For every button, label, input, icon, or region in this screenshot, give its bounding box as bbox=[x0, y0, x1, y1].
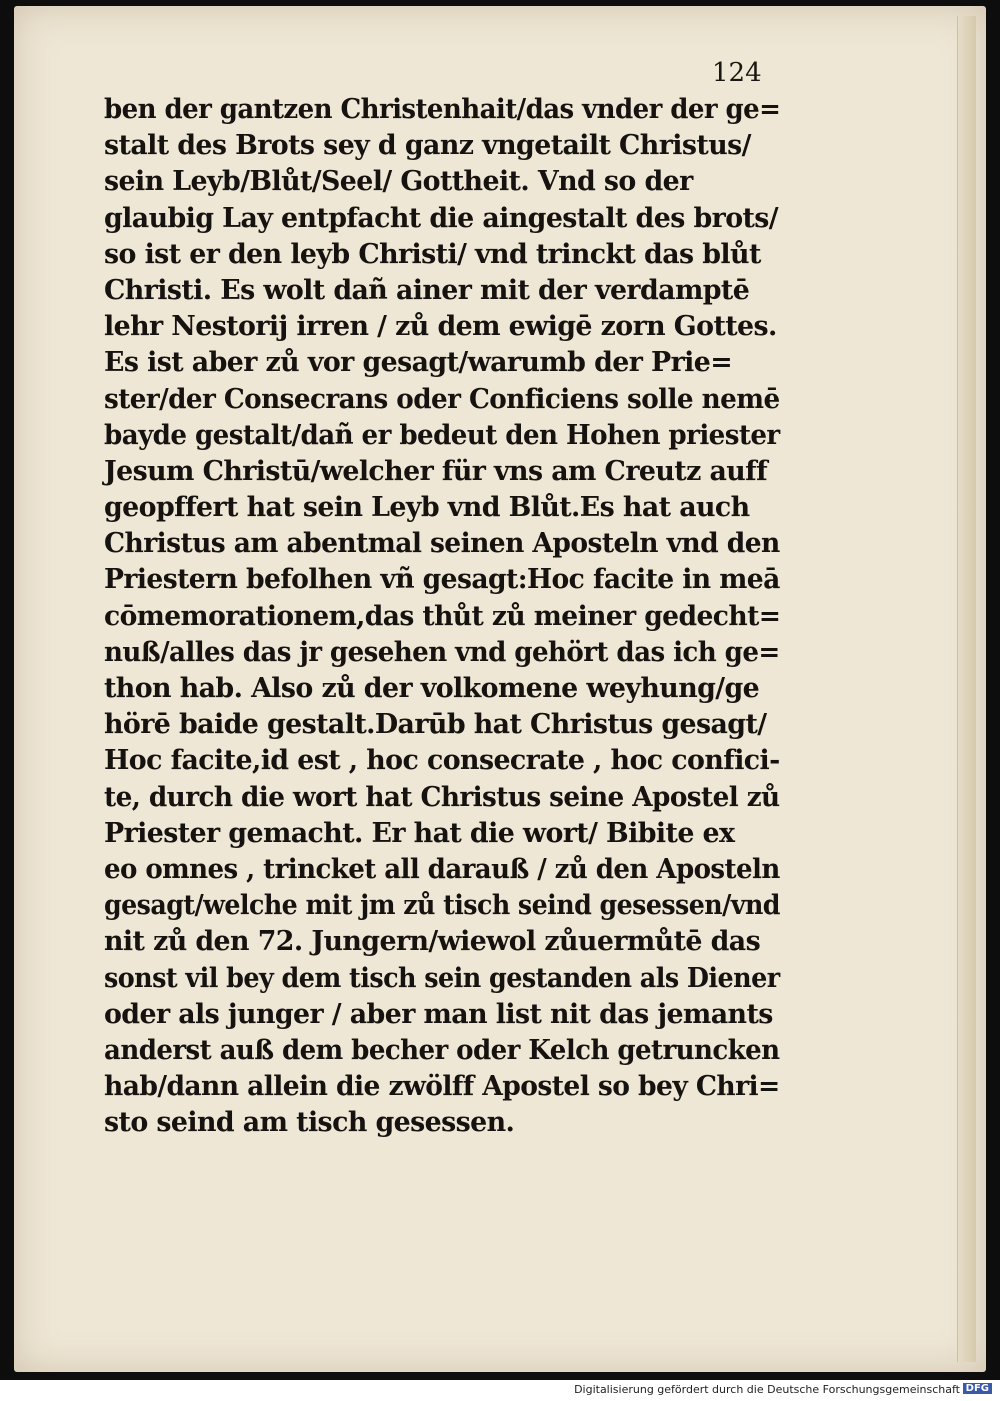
text-line: Priestern befolhen vñ gesagt:Hoc facite in meā bbox=[104, 564, 780, 596]
text-line: nuß/alles das jr gesehen vnd gehört das ich ge= bbox=[104, 636, 780, 668]
footer-credit: Digitalisierung gefördert durch die Deutsche Forschungsgemeinschaft bbox=[574, 1383, 960, 1396]
text-line: gesagt/welche mit jm zů tisch seind gesessen/vnd bbox=[104, 890, 780, 922]
text-line: Priester gemacht. Er hat die wort/ Bibite ex bbox=[104, 817, 735, 849]
text-line: bayde gestalt/dañ er bedeut den Hohen priester bbox=[104, 419, 780, 451]
text-line: geopffert hat sein Leyb vnd Blůt.Es hat auch bbox=[104, 492, 750, 524]
text-line: lehr Nestorij irren / zů dem ewigē zorn Gottes. bbox=[104, 311, 777, 343]
text-block bbox=[104, 92, 784, 1141]
text-line: te, durch die wort hat Christus seine Apostel zů bbox=[104, 781, 780, 813]
text-line: Christi. Es wolt dañ ainer mit der verdamptē bbox=[104, 274, 750, 306]
text-line: sto seind am tisch gesessen. bbox=[104, 1107, 515, 1139]
text-line: so ist er den leyb Christi/ vnd trinckt das blůt bbox=[104, 238, 761, 270]
text-line: eo omnes , trincket all darauß / zů den Aposteln bbox=[104, 853, 780, 885]
text-line: Jesum Christū/welcher für vns am Creutz auff bbox=[104, 455, 768, 487]
text-line: thon hab. Also zů der volkomene weyhung/ge bbox=[104, 673, 760, 704]
text-line: ben der gantzen Christenhait/das vnder der ge= bbox=[104, 94, 781, 125]
page-edge bbox=[957, 16, 976, 1362]
dfg-logo: DFG bbox=[963, 1383, 992, 1394]
text-line: sein Leyb/Blůt/Seel/ Gottheit. Vnd so der bbox=[104, 166, 693, 198]
text-line: Es ist aber zů vor gesagt/warumb der Prie= bbox=[104, 347, 733, 379]
text-line: anderst auß dem becher oder Kelch getruncken bbox=[104, 1034, 780, 1066]
page-number: 124 bbox=[712, 58, 762, 88]
text-line: Christus am abentmal seinen Aposteln vnd den bbox=[104, 528, 780, 560]
text-line: hörē baide gestalt.Darūb hat Christus gesagt/ bbox=[104, 709, 767, 741]
text-line: cōmemorationem,das thůt zů meiner gedecht= bbox=[104, 600, 781, 632]
text-line: glaubig Lay entpfacht die aingestalt des brots/ bbox=[104, 202, 779, 234]
text-line: ster/der Consecrans oder Conficiens solle nemē bbox=[104, 383, 780, 415]
footer bbox=[0, 1380, 1000, 1401]
text-line: oder als junger / aber man list nit das jemants bbox=[104, 998, 773, 1030]
text-line: hab/dann allein die zwölff Apostel so bey Chri= bbox=[104, 1071, 780, 1103]
text-line: sonst vil bey dem tisch sein gestanden als Diener bbox=[104, 962, 780, 994]
text-line: stalt des Brots sey d ganz vngetailt Christus/ bbox=[104, 130, 751, 162]
text-line: Hoc facite,id est , hoc consecrate , hoc confici- bbox=[104, 745, 780, 777]
text-line: nit zů den 72. Jungern/wiewol zůuermůtē das bbox=[104, 926, 761, 958]
